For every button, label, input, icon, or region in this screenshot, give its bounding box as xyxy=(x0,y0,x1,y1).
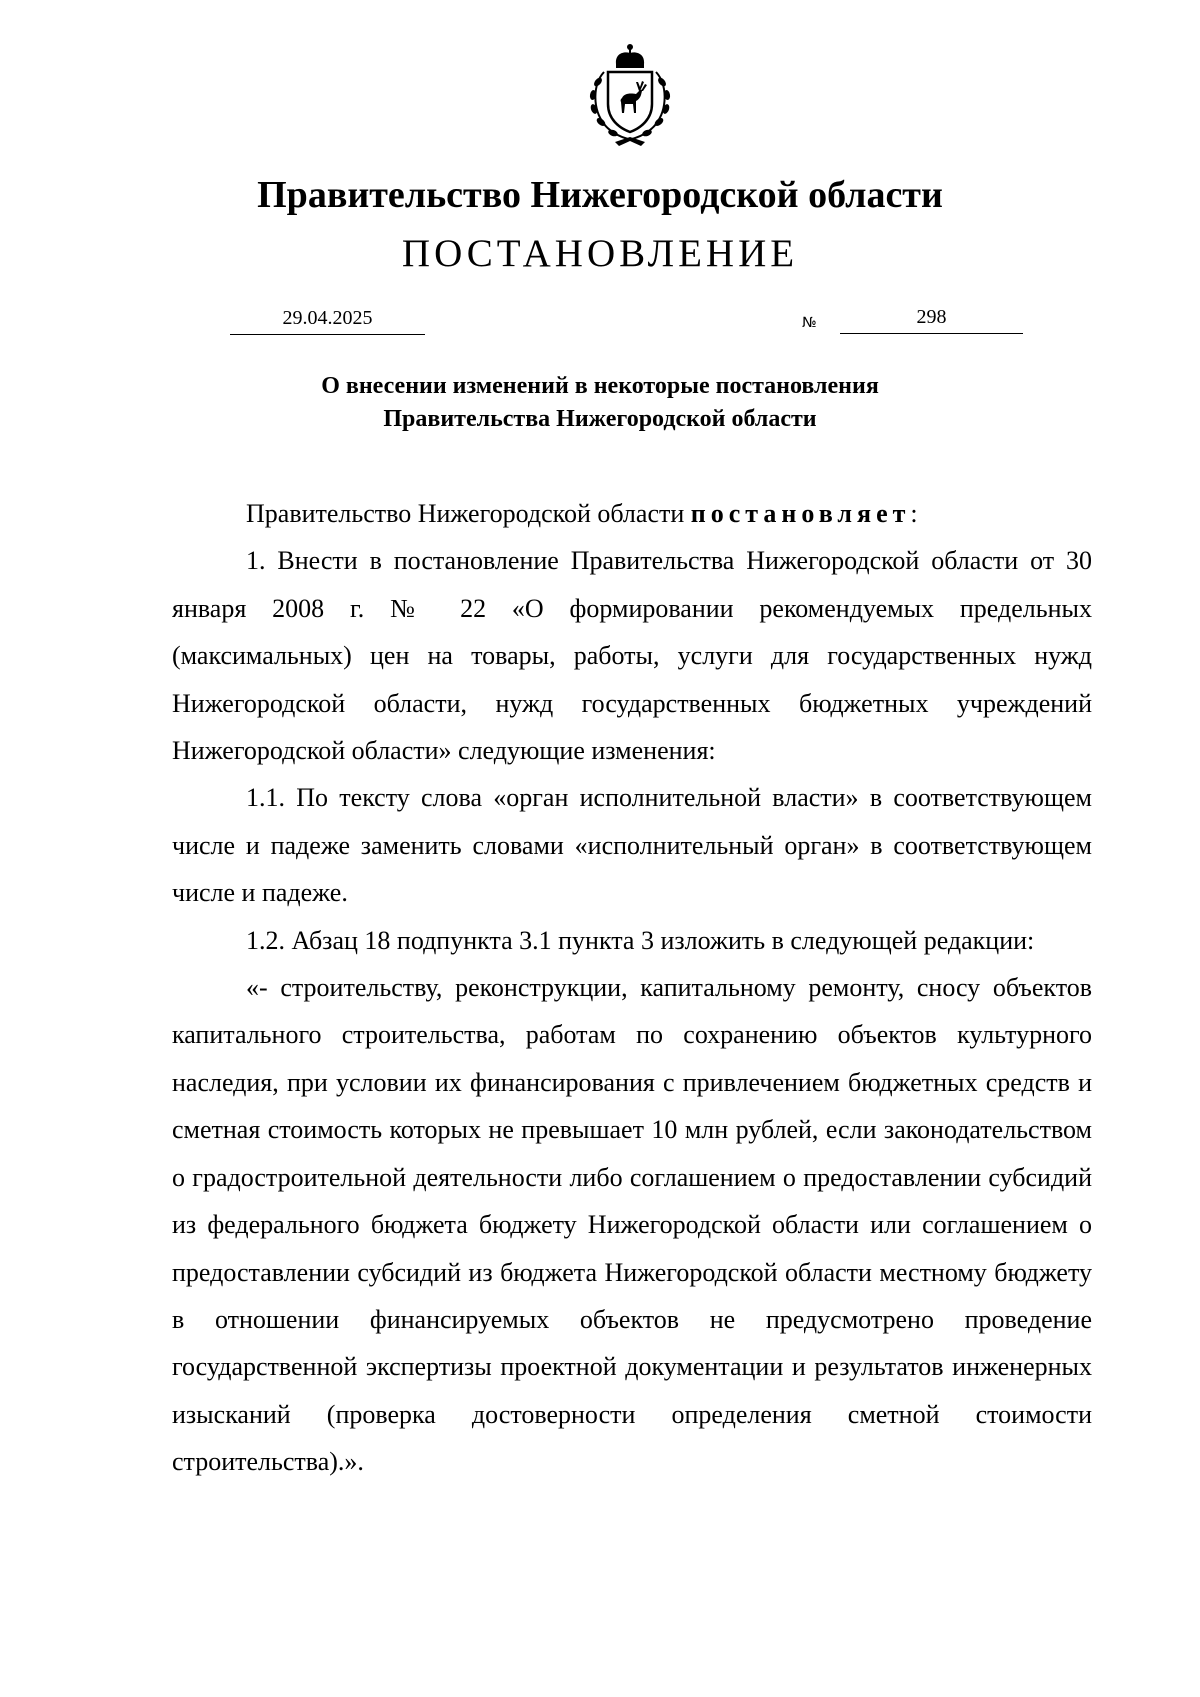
preamble-keyword: постановляет xyxy=(690,499,911,528)
subject-line-2: Правительства Нижегородской области xyxy=(383,406,817,432)
coat-of-arms-icon xyxy=(575,40,685,150)
document-subject xyxy=(0,370,1200,436)
paragraph-1: 1. Внести в постановление Правительства Нижегородской области от 30 января 2008 г. № 22 «О формировании рекомендуемых предельных (максимальных) цен на товары, работы, услуги для государственных нужд Нижегородской области, нужд государственных бюджетных учреждений Нижегородской области» следующие изменения: xyxy=(172,546,1092,766)
paragraph-1-1: 1.1. По тексту слова «орган исполнительной власти» в соответствующем числе и падеже заменить словами «исполнительный орган» в соответствующем числе и падеже. xyxy=(172,783,1092,908)
subject-line-1: О внесении изменений в некоторые постановления xyxy=(321,373,879,399)
preamble-colon: : xyxy=(910,499,918,528)
preamble-text: Правительство Нижегородской области xyxy=(246,499,691,528)
quoted-paragraph: «- строительству, реконструкции, капитальному ремонту, сносу объектов капитального строительства, работам по сохранению объектов культурного наследия, при условии их финансирования с привлечением бюджетных средств и сметная стоимость которых не превышает 10 млн рублей, если законодательством о градостроительной деятельности либо соглашением о предоставлении субсидий из федерального бюджета бюджету Нижегородской области или соглашением о предоставлении субсидий из бюджета Нижегородской области местному бюджету в отношении финансируемых объектов не предусмотрено проведение государственной экспертизы проектной документации и результатов инженерных изысканий (проверка достоверности определения сметной стоимости строительства).». xyxy=(172,973,1092,1477)
number-sign: № xyxy=(802,315,817,331)
preamble-paragraph xyxy=(172,490,1092,537)
paragraph-1-2: 1.2. Абзац 18 подпункта 3.1 пункта 3 изложить в следующей редакции: xyxy=(246,925,1035,955)
organization-title: Правительство Нижегородской области xyxy=(257,174,943,216)
document-type: ПОСТАНОВЛЕНИЕ xyxy=(401,232,799,275)
document-date: 29.04.2025 xyxy=(230,302,425,335)
document-body xyxy=(172,490,1092,1486)
document-number: 298 xyxy=(840,301,1023,334)
